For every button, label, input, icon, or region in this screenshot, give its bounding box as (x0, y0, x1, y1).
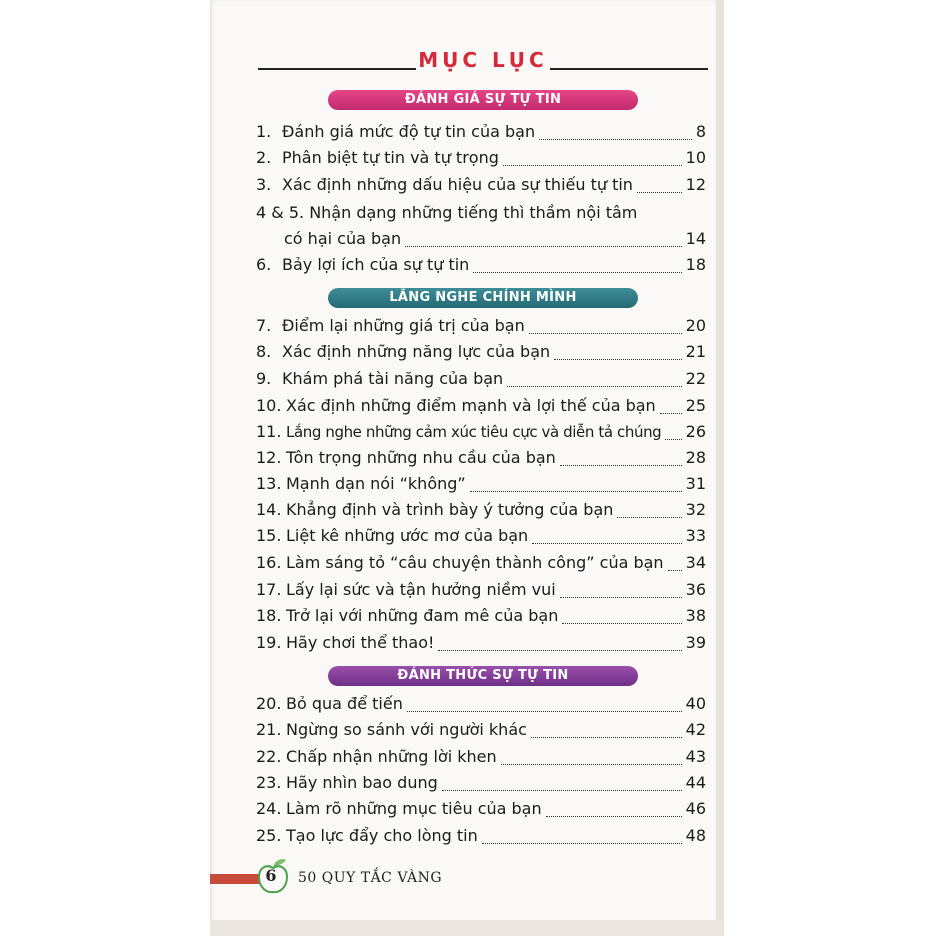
leader-dots (470, 490, 682, 492)
entry-number: 10. (256, 396, 282, 415)
book-title: 50 QUY TẮC VÀNG (298, 870, 443, 886)
page-gutter (716, 0, 724, 936)
entry-number: 21. (256, 720, 282, 739)
leader-dots (405, 245, 682, 247)
entry-page: 10 (685, 148, 706, 167)
section-heading-danh-gia: ĐÁNH GIÁ SỰ TỰ TIN (328, 90, 638, 110)
entry-number: 16. (256, 553, 282, 572)
entry-number: 18. (256, 606, 282, 625)
toc-entry[interactable] (256, 747, 706, 771)
entry-title: Bỏ qua để tiến (286, 694, 403, 713)
entry-number: 1. (256, 122, 272, 141)
entry-page: 38 (685, 606, 706, 625)
entry-title: Lấy lại sức và tận hưởng niềm vui (286, 580, 556, 599)
entry-page: 48 (685, 826, 706, 845)
entry-number: 3. (256, 175, 272, 194)
entry-page: 18 (685, 255, 706, 274)
entry-page: 31 (685, 474, 706, 493)
entry-page: 26 (685, 422, 706, 441)
entry-title: Mạnh dạn nói “không” (286, 474, 466, 493)
leader-dots (665, 438, 681, 440)
entry-number: 4 & 5. (256, 203, 305, 222)
leader-dots (660, 412, 682, 414)
leader-dots (501, 763, 682, 765)
toc-entry[interactable] (256, 342, 706, 366)
leader-dots (529, 332, 682, 334)
entry-number: 7. (256, 316, 272, 335)
toc-entry[interactable] (256, 633, 706, 657)
entry-title: Khẳng định và trình bày ý tưởng của bạn (286, 500, 614, 519)
entry-page: 36 (685, 580, 706, 599)
entry-number: 11. (256, 422, 282, 441)
leader-dots (637, 191, 682, 193)
toc-entry[interactable] (256, 422, 706, 446)
title-rule-right (550, 68, 708, 70)
toc-entry[interactable] (256, 175, 706, 199)
page-bottom-edge (210, 920, 722, 936)
entry-title: Nhận dạng những tiếng thì thầm nội tâm (309, 203, 638, 222)
entry-title: Bảy lợi ích của sự tự tin (282, 255, 470, 274)
leader-dots (442, 789, 682, 791)
page-number: 6 (265, 866, 277, 885)
entry-number: 6. (256, 255, 272, 274)
leader-dots (531, 736, 682, 738)
toc-entry[interactable] (256, 474, 706, 498)
entry-title: Chấp nhận những lời khen (286, 747, 497, 766)
toc-entry[interactable] (256, 369, 706, 393)
toc-entry[interactable] (256, 148, 706, 172)
entry-title: Làm sáng tỏ “câu chuyện thành công” của bạn (286, 553, 664, 572)
entry-page: 39 (685, 633, 706, 652)
entry-title: Điểm lại những giá trị của bạn (282, 316, 525, 335)
entry-title: Xác định những dấu hiệu của sự thiếu tự tin (282, 175, 633, 194)
toc-entry-first-line[interactable] (256, 203, 706, 227)
footer-accent-bar (210, 874, 260, 884)
entry-page: 33 (685, 526, 706, 545)
leader-dots (668, 569, 682, 571)
toc-entry[interactable] (256, 122, 706, 146)
leader-dots (503, 164, 682, 166)
leader-dots (562, 622, 681, 624)
entry-title: Tạo lực đẩy cho lòng tin (286, 826, 478, 845)
leader-dots (473, 271, 681, 273)
entry-number: 15. (256, 526, 282, 545)
entry-title: Phân biệt tự tin và tự trọng (282, 148, 499, 167)
entry-page: 8 (695, 122, 706, 141)
toc-entry[interactable] (256, 255, 706, 279)
toc-entry[interactable] (256, 694, 706, 718)
entry-number: 20. (256, 694, 282, 713)
entry-number: 25. (256, 826, 282, 845)
entry-number: 8. (256, 342, 272, 361)
toc-entry[interactable] (256, 773, 706, 797)
entry-number: 17. (256, 580, 282, 599)
entry-title: Hãy nhìn bao dung (286, 773, 438, 792)
leader-dots (438, 649, 681, 651)
entry-title: Xác định những điểm mạnh và lợi thế của bạn (286, 396, 656, 415)
entry-page: 46 (685, 799, 706, 818)
entry-page: 21 (685, 342, 706, 361)
leader-dots (554, 358, 681, 360)
toc-entry[interactable] (256, 799, 706, 823)
entry-title: Hãy chơi thể thao! (286, 633, 435, 652)
entry-number: 2. (256, 148, 272, 167)
leader-dots (507, 385, 681, 387)
entry-page: 22 (685, 369, 706, 388)
entry-page: 44 (685, 773, 706, 792)
entry-title: Khám phá tài năng của bạn (282, 369, 504, 388)
entry-title: Làm rõ những mục tiêu của bạn (286, 799, 542, 818)
toc-entry[interactable] (256, 396, 706, 420)
entry-title: Tôn trọng những nhu cầu của bạn (286, 448, 556, 467)
leader-dots (532, 542, 681, 544)
entry-page: 40 (685, 694, 706, 713)
toc-entry[interactable] (256, 229, 706, 253)
toc-entry[interactable] (256, 606, 706, 630)
section-heading-danh-thuc: ĐÁNH THỨC SỰ TỰ TIN (328, 666, 638, 686)
toc-entry[interactable] (256, 500, 706, 524)
leader-dots (560, 596, 682, 598)
entry-page: 34 (685, 553, 706, 572)
leader-dots (407, 710, 682, 712)
leader-dots (482, 842, 682, 844)
entry-page: 14 (685, 229, 706, 248)
leader-dots (617, 516, 681, 518)
entry-title: Xác định những năng lực của bạn (282, 342, 551, 361)
entry-number: 24. (256, 799, 282, 818)
entry-title: Trở lại với những đam mê của bạn (286, 606, 559, 625)
leader-dots (560, 464, 682, 466)
title-rule-left (258, 68, 416, 70)
entry-number: 13. (256, 474, 282, 493)
entry-number: 19. (256, 633, 282, 652)
entry-page: 32 (685, 500, 706, 519)
entry-title: Ngừng so sánh với người khác (286, 720, 527, 739)
entry-page: 25 (685, 396, 706, 415)
entry-number: 22. (256, 747, 282, 766)
entry-number: 14. (256, 500, 282, 519)
entry-number: 12. (256, 448, 282, 467)
leader-dots (539, 138, 692, 140)
entry-page: 28 (685, 448, 706, 467)
section-heading-lang-nghe: LẮNG NGHE CHÍNH MÌNH (328, 288, 638, 308)
toc-entry[interactable] (256, 826, 706, 850)
entry-title: Liệt kê những ước mơ của bạn (286, 526, 529, 545)
toc-entry[interactable] (256, 316, 706, 340)
entry-page: 42 (685, 720, 706, 739)
toc-entry[interactable] (256, 580, 706, 604)
toc-entry[interactable] (256, 553, 706, 577)
leader-dots (546, 815, 682, 817)
toc-entry[interactable] (256, 720, 706, 744)
entry-page: 12 (685, 175, 706, 194)
toc-title-block (258, 48, 708, 76)
entry-title-continuation: có hại của bạn (284, 229, 402, 248)
page-title: MỤC LỤC (418, 48, 548, 72)
entry-title: Lắng nghe những cảm xúc tiêu cực và diễn tả chúng (286, 423, 662, 441)
entry-page: 20 (685, 316, 706, 335)
entry-number: 9. (256, 369, 272, 388)
entry-number: 23. (256, 773, 282, 792)
toc-entry[interactable] (256, 526, 706, 550)
toc-entry[interactable] (256, 448, 706, 472)
entry-page: 43 (685, 747, 706, 766)
entry-title: Đánh giá mức độ tự tin của bạn (282, 122, 536, 141)
